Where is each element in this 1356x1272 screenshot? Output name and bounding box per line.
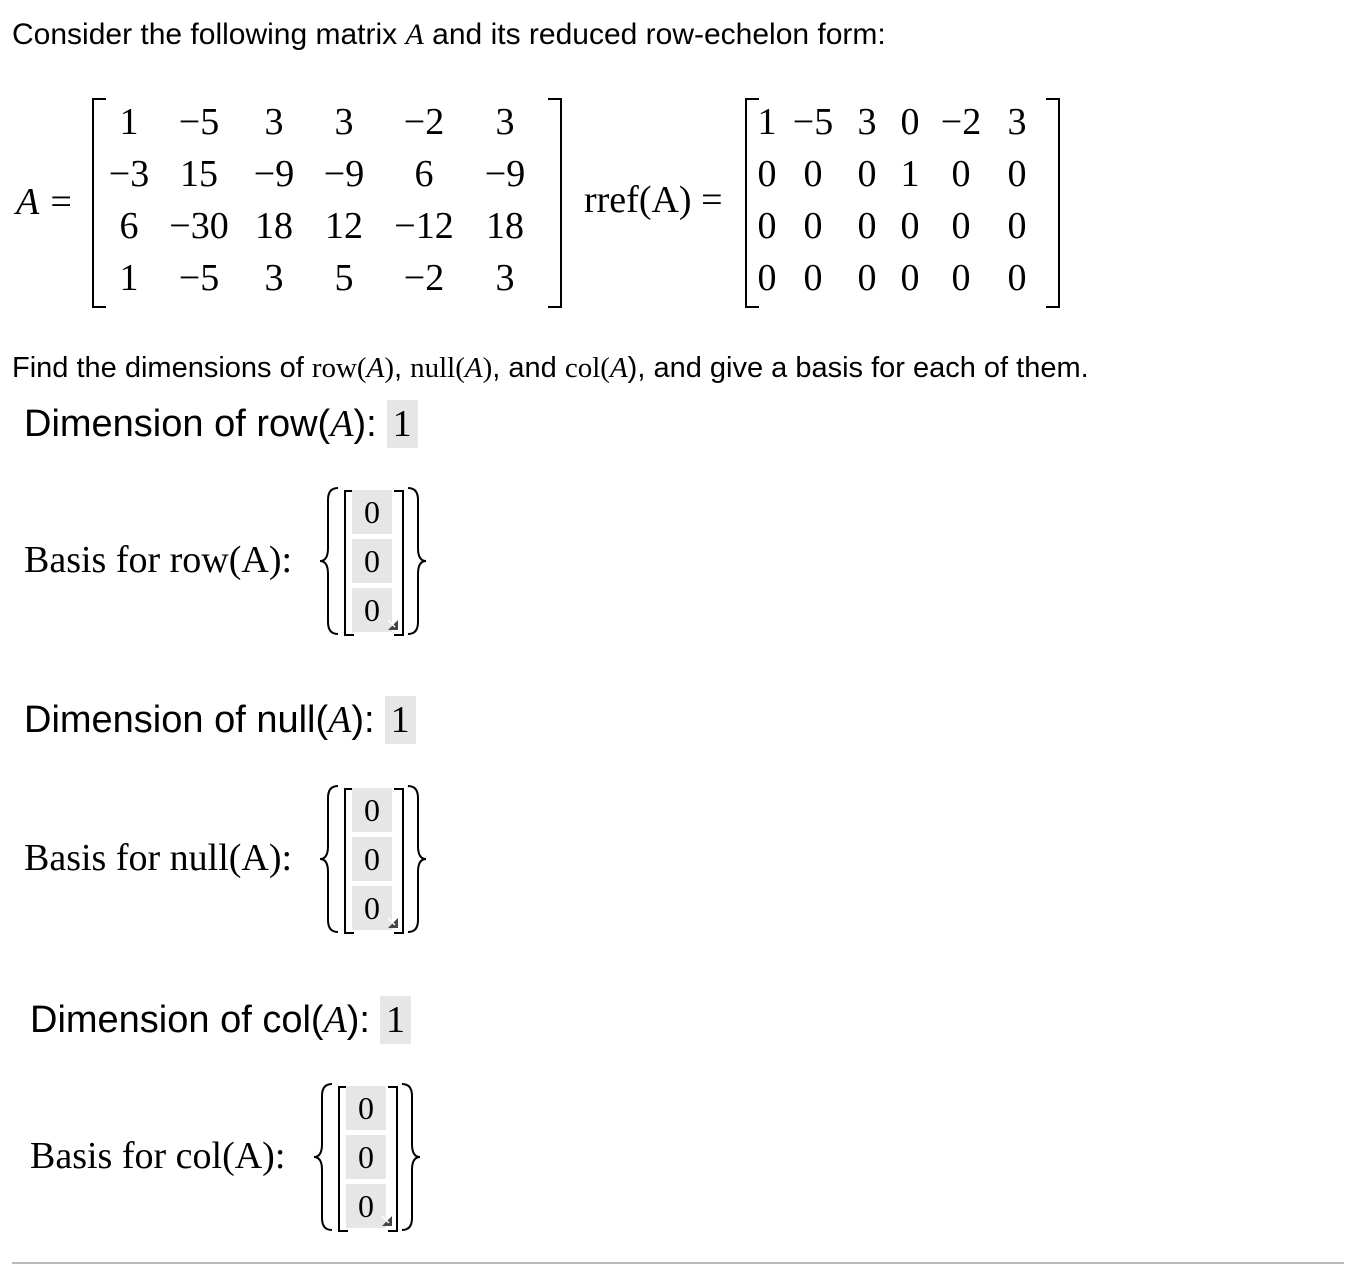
matrix-rref-cell: 0 (951, 205, 971, 247)
resize-corner-icon[interactable] (380, 1214, 394, 1228)
basis-row-label: Basis for row(A): (24, 539, 293, 581)
matrix-rref-cell: 0 (1007, 257, 1027, 299)
left-brace-icon (318, 486, 340, 636)
left-brace-icon (312, 1082, 334, 1232)
matrix-A-cell: 3 (264, 101, 284, 143)
matrix-A-cell: −9 (484, 153, 526, 195)
matrix-A-cell: 6 (119, 205, 139, 247)
matrix-A-cell: 15 (180, 153, 218, 195)
basis-row-vec-right-bracket (394, 490, 404, 636)
matrix-rref-cell: 0 (900, 257, 920, 299)
basis-col-label: Basis for col(A): (30, 1135, 286, 1177)
question-text: Find the dimensions of row(A), null(A), and col(A), and give a basis for each of them. (12, 352, 1089, 384)
basis-row-entry-2[interactable]: 0 (352, 539, 392, 583)
matrix-A-cell: −2 (403, 257, 445, 299)
basis-null-entry-1[interactable]: 0 (352, 788, 392, 832)
matrix-A-cell: −30 (169, 205, 229, 247)
matrix-A-cell: 3 (334, 101, 354, 143)
matrix-rref-cell: 0 (757, 153, 777, 195)
matrix-rref-cell: 0 (757, 257, 777, 299)
left-brace-icon (318, 784, 340, 934)
basis-col-vec-right-bracket (388, 1086, 398, 1232)
right-brace-icon (400, 1082, 422, 1232)
matrix-A-cell: 12 (325, 205, 363, 247)
basis-row-entry-3[interactable]: 0 (352, 588, 392, 632)
matrix-A-cell: −9 (323, 153, 365, 195)
basis-null-label: Basis for null(A): (24, 837, 293, 879)
matrix-rref (752, 96, 1042, 304)
matrix-A-cell: −5 (178, 101, 220, 143)
matrix-A-cell: −2 (403, 101, 445, 143)
dimension-row-line: Dimension of row( A ): 1 (24, 400, 418, 448)
matrix-A-cell: −12 (394, 205, 454, 247)
dimension-col-line: Dimension of col( A ): 1 (30, 996, 411, 1044)
matrix-rref-cell: 0 (757, 205, 777, 247)
matrix-rref-cell: 3 (857, 101, 877, 143)
basis-null-vec-right-bracket (394, 788, 404, 934)
rref-right-bracket (1046, 98, 1060, 308)
matrix-A-cell: 3 (495, 101, 515, 143)
resize-corner-icon[interactable] (386, 618, 400, 632)
matrix-rref-cell: 0 (857, 153, 877, 195)
dimension-null-input[interactable]: 1 (385, 696, 416, 744)
matrix-A-cell: 18 (255, 205, 293, 247)
matrix-rref-cell: 3 (1007, 101, 1027, 143)
matrix-A-cell: 1 (119, 101, 139, 143)
matrix-rref-cell: 0 (1007, 153, 1027, 195)
matrix-rref-cell: 0 (803, 205, 823, 247)
matrix-A-cell: −5 (178, 257, 220, 299)
basis-null-set (318, 784, 418, 934)
matrix-A-cell: 3 (495, 257, 515, 299)
matrix-rref-cell: 0 (1007, 205, 1027, 247)
resize-corner-icon[interactable] (386, 916, 400, 930)
matrix-a (100, 96, 542, 304)
bottom-divider (12, 1262, 1344, 1264)
matrix-A-cell: 3 (264, 257, 284, 299)
matrix-A-cell: 18 (486, 205, 524, 247)
dimension-row-input[interactable]: 1 (387, 400, 418, 448)
matrix-rref-cell: −5 (792, 101, 834, 143)
matrix-rref-cell: 0 (803, 153, 823, 195)
basis-null-entry-2[interactable]: 0 (352, 837, 392, 881)
matrix-A-cell: 5 (334, 257, 354, 299)
matrix-rref-cell: 0 (951, 257, 971, 299)
right-brace-icon (406, 486, 428, 636)
dimension-col-input[interactable]: 1 (380, 996, 411, 1044)
matrix-A-cell: −9 (253, 153, 295, 195)
matrix-rref-cell: 0 (803, 257, 823, 299)
matrix-a-right-bracket (548, 98, 562, 308)
matrix-rref-cell: 1 (757, 101, 777, 143)
intro-text: Consider the following matrix A and its reduced row-echelon form: (12, 18, 886, 51)
matrix-rref-cell: 0 (857, 257, 877, 299)
dimension-null-line: Dimension of null( A ): 1 (24, 696, 416, 744)
matrix-rref-cell: 1 (900, 153, 920, 195)
matrix-A-cell: −3 (108, 153, 150, 195)
basis-null-entry-3[interactable]: 0 (352, 886, 392, 930)
matrix-a-label: A = (16, 181, 74, 223)
matrix-rref-cell: 0 (900, 101, 920, 143)
basis-col-entry-2[interactable]: 0 (346, 1135, 386, 1179)
basis-col-entry-1[interactable]: 0 (346, 1086, 386, 1130)
basis-col-set (312, 1082, 412, 1232)
matrix-rref-cell: 0 (951, 153, 971, 195)
matrix-rref-cell: 0 (857, 205, 877, 247)
matrix-A-cell: 6 (414, 153, 434, 195)
matrix-rref-cell: 0 (900, 205, 920, 247)
basis-row-set (318, 486, 418, 636)
right-brace-icon (406, 784, 428, 934)
basis-row-entry-1[interactable]: 0 (352, 490, 392, 534)
basis-col-entry-3[interactable]: 0 (346, 1184, 386, 1228)
matrix-A-cell: 1 (119, 257, 139, 299)
matrix-rref-cell: −2 (940, 101, 982, 143)
rref-label: rref(A) = (584, 179, 723, 221)
